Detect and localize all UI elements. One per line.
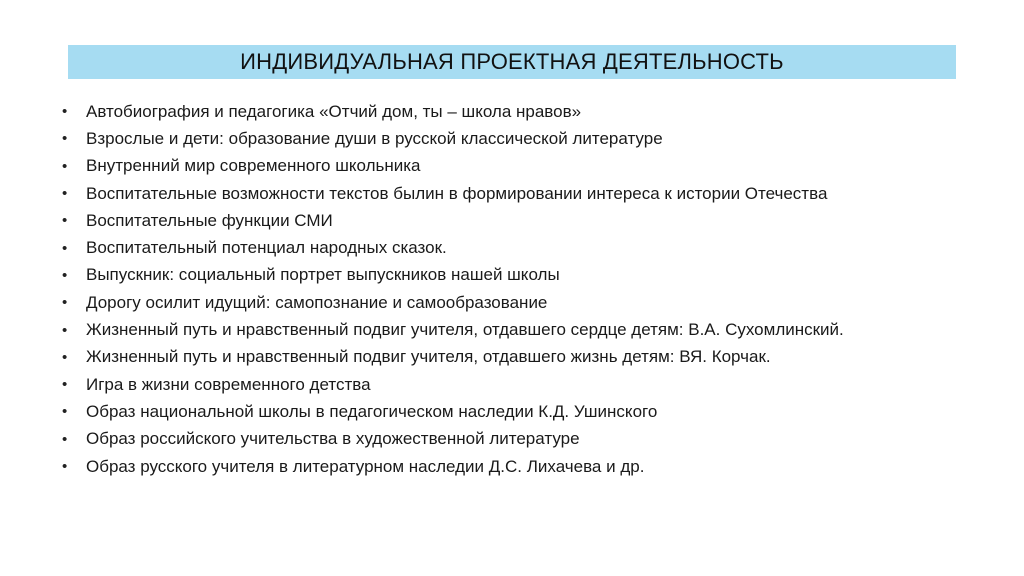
list-item <box>62 344 982 371</box>
list-item <box>62 262 982 289</box>
list-item <box>62 234 982 261</box>
list-item <box>62 153 982 180</box>
bullet-icon: • <box>62 185 68 203</box>
list-item-text: Жизненный путь и нравственный подвиг учителя, отдавшего сердце детям: В.А. Сухомлинский. <box>86 320 844 340</box>
list-item-text: Внутренний мир современного школьника <box>86 156 421 176</box>
list-item <box>62 125 982 152</box>
list-item <box>62 453 982 480</box>
list-item-text: Выпускник: социальный портрет выпускников нашей школы <box>86 265 560 285</box>
bullet-icon: • <box>62 239 68 257</box>
bullet-icon: • <box>62 130 68 148</box>
slide-title: ИНДИВИДУАЛЬНАЯ ПРОЕКТНАЯ ДЕЯТЕЛЬНОСТЬ <box>240 49 784 74</box>
bullet-icon: • <box>62 103 68 121</box>
list-item-text: Воспитательные возможности текстов былин в формировании интереса к истории Отечества <box>86 183 828 203</box>
list-item <box>62 316 982 343</box>
bullet-icon: • <box>62 430 68 448</box>
list-item <box>62 180 982 207</box>
topic-list <box>62 98 982 480</box>
title-banner <box>68 45 956 79</box>
bullet-icon: • <box>62 348 68 366</box>
list-item-text: Автобиография и педагогика «Отчий дом, ты – школа нравов» <box>86 101 582 121</box>
bullet-icon: • <box>62 376 68 394</box>
list-item <box>62 371 982 398</box>
bullet-icon: • <box>62 458 68 475</box>
list-item <box>62 98 982 125</box>
list-item-text: Жизненный путь и нравственный подвиг учителя, отдавшего жизнь детям: ВЯ. Корчак. <box>86 347 771 367</box>
bullet-icon: • <box>62 403 68 421</box>
list-item-text: Дорогу осилит идущий: самопознание и самообразование <box>86 292 548 312</box>
list-item-text: Воспитательные функции СМИ <box>86 210 333 230</box>
bullet-icon: • <box>62 157 68 175</box>
bullet-icon: • <box>62 266 68 284</box>
list-item <box>62 426 982 453</box>
list-item-text: Образ национальной школы в педагогическом наследии К.Д. Ушинского <box>86 401 658 421</box>
list-item <box>62 207 982 234</box>
list-item-text: Взрослые и дети: образование души в русской классической литературе <box>86 128 663 148</box>
bullet-icon: • <box>62 294 68 312</box>
bullet-icon: • <box>62 212 68 230</box>
list-item-text: Игра в жизни современного детства <box>86 374 371 394</box>
list-item-text: Образ русского учителя в литературном наследии Д.С. Лихачева и др. <box>86 456 645 476</box>
bullet-icon: • <box>62 321 68 339</box>
list-item <box>62 398 982 425</box>
list-item-text: Воспитательный потенциал народных сказок. <box>86 238 447 258</box>
list-item <box>62 289 982 316</box>
list-item-text: Образ российского учительства в художественной литературе <box>86 429 580 449</box>
